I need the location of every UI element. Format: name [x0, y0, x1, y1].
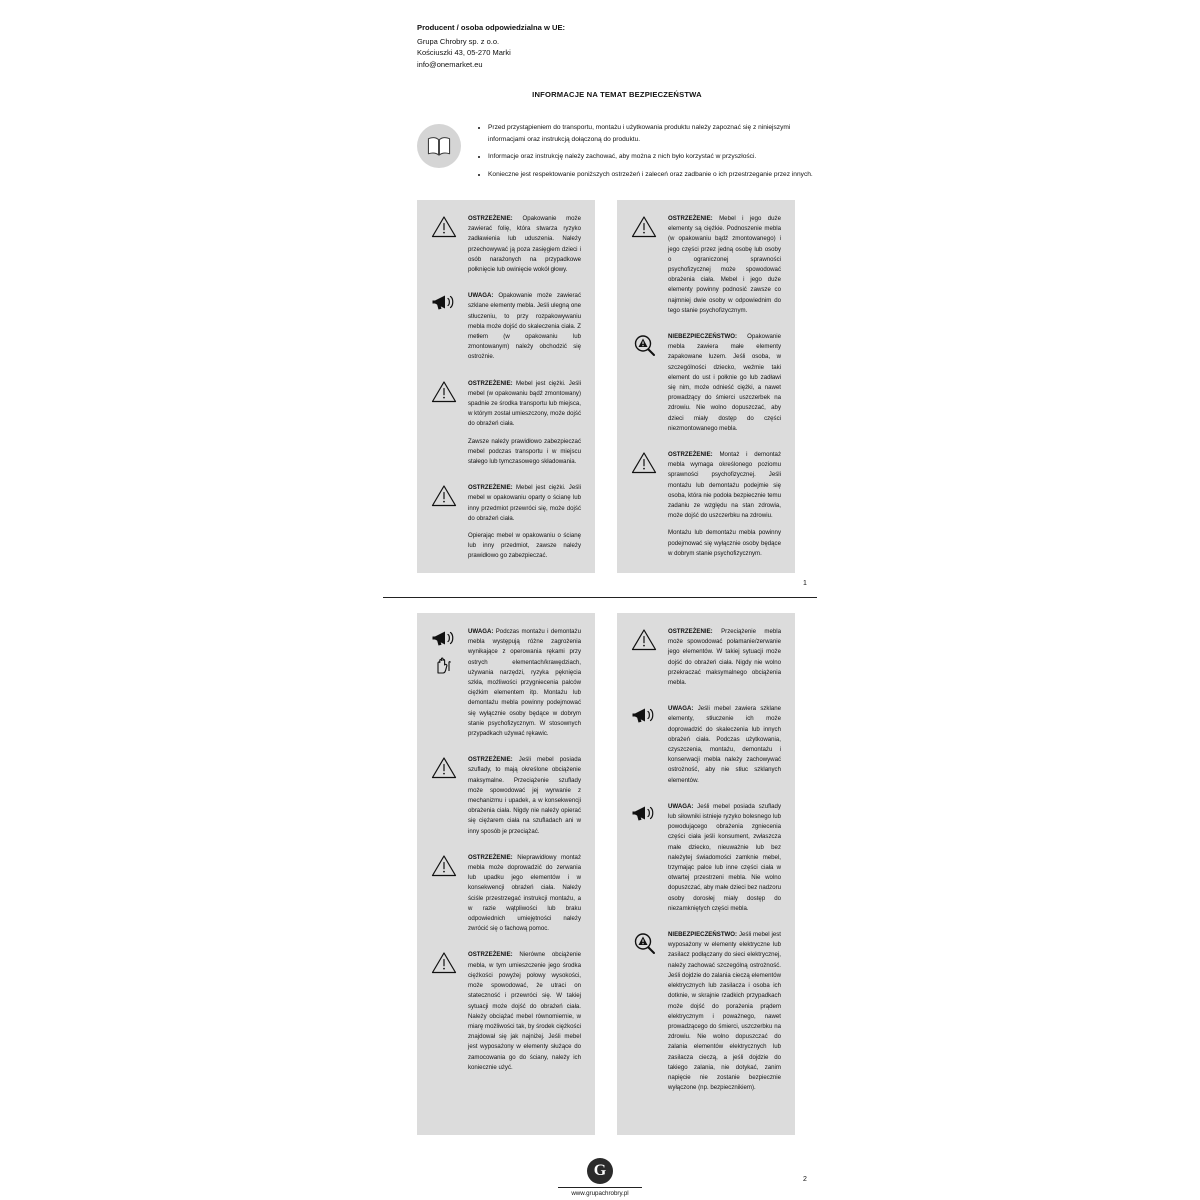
- warning-item: [629, 802, 781, 914]
- warning-triangle-icon: [429, 853, 459, 877]
- warning-text: [468, 853, 581, 935]
- megaphone-icon: [431, 628, 457, 648]
- warning-paragraph: Jeśli mebel posiada szuflady, to mają określone obciążenie maksymalne. Przeciążenie szuflady może spowodować jej wyrwanie z mechanizmu i upadek, a w konsekwencji obrażenia ciała. Nigdy nie należy opierać się ciężarem ciała na szufladach ani w inny sposób je przeciążać.: [468, 756, 581, 835]
- warning-text: [468, 950, 581, 1072]
- megaphone-icon: [429, 291, 459, 312]
- warning-paragraph: Opakowanie może zawierać folię, która stwarza ryzyko zadławienia lub uduszenia. Należy przechowywać ją poza zasięgiem dzieci i osób narażonych na przypadkowe połknięcie lub owinięcie wokół głowy.: [468, 215, 581, 274]
- warning-label: OSTRZEŻENIE:: [668, 628, 713, 635]
- warning-label: OSTRZEŻENIE:: [668, 451, 713, 459]
- manufacturer-title: Producent / osoba odpowiedzialna w UE:: [417, 23, 566, 32]
- warning-text: [668, 450, 781, 559]
- warning-paragraph: Opakowanie może zawierać szklane elementy mebla. Jeśli ulegną one stłuczeniu, to przy rozpakowywaniu mebla może dojść do skaleczenia ciała. Z metłem (w opakowaniu lub zmontowanym) należy obchodzić się ostrożnie.: [468, 292, 581, 361]
- warning-paragraph: Jeśli mebel zawiera szklane elementy, stłuczenie ich może doprowadzić do skaleczenia lub innych obrażeń ciała. Podczas użytkowania, czyszczenia, montażu, demontażu i konserwacji mebla należy zachowywać ostrożność, aby nie stłuc szklanych elementów.: [668, 705, 781, 784]
- warning-label: NIEBEZPIECZEŃSTWO:: [668, 931, 738, 939]
- warning-text: [468, 291, 581, 362]
- manufacturer-company: Grupa Chrobry sp. z o.o.: [417, 36, 500, 46]
- warning-text: [668, 627, 781, 688]
- warning-item: [429, 950, 581, 1072]
- warning-paragraph: Montażu lub demontażu mebla powinny podejmować się wyłącznie osoby będące w dobrym stanie psychofizycznym.: [668, 529, 781, 557]
- danger-magnifier-icon: [629, 930, 659, 955]
- warning-text: [468, 755, 581, 837]
- warning-triangle-icon: [429, 755, 459, 779]
- warning-paragraph: Mebel i jego duże elementy są ciężkie. Podnoszenie mebla (w opakowaniu bądź zmontowanego) i jego części przez jedną osobę lub osoby o ograniczonej sprawności psychofizycznej może spowodować obrażenia ciała. Mebel i jego duże elementy powinny podnosić zawsze co najmniej dwie osoby w odpowiednim do tego stanie psychofizycznym.: [668, 215, 781, 314]
- warning-triangle-icon: [429, 214, 459, 238]
- warning-column-4: [617, 613, 795, 1135]
- warning-paragraph: Mebel jest ciężki. Jeśli mebel w opakowaniu oparty o ścianę lub inny przedmiot przewróci się, może dojść do obrażeń ciała.: [468, 484, 581, 522]
- warning-paragraph: Opakowanie mebla zawiera małe elementy zapakowane luzem. Jeśli osoba, w szczególności dziecko, weźmie taki element do ust i połknie go lub zadławi się nim, może odnieść ciężki, a nawet prowadzący do śmierci uszczerbek na zdrowiu. Nie wolno dopuszczać, aby dzieci miały dostęp do części niezmontowanego mebla.: [668, 333, 781, 432]
- warning-item: [629, 627, 781, 688]
- warning-paragraph: Podczas montażu i demontażu mebla występują różne zagrożenia wynikające z operowania rękami przy ostrych elementach/krawędziach, używania narzędzi, ryzyka pęknięcia szkła, możliwości przygniecenia palców ciężkim elementem itp. Montażu lub demontażu mebla powinny podejmować się wyłącznie osoby będące w dobrym stanie psychofizycznym. W stosownych przypadkach używać rękawic.: [468, 628, 581, 738]
- warning-text: [668, 802, 781, 914]
- warning-text: [468, 379, 581, 468]
- warning-triangle-icon: [629, 214, 659, 238]
- warning-label: OSTRZEŻENIE:: [668, 215, 713, 222]
- safety-information-title: INFORMACJE NA TEMAT BEZPIECZEŃSTWA: [532, 90, 702, 99]
- warning-label: UWAGA:: [668, 802, 694, 810]
- warning-column-2: [617, 200, 795, 573]
- warning-triangle-icon: [629, 627, 659, 651]
- warning-triangle-icon: [429, 950, 459, 974]
- warning-text: [468, 627, 581, 739]
- gloves-icon: [431, 653, 457, 675]
- warning-paragraph: Opierając mebel w opakowaniu o ścianę lub inny przedmiot, zawsze należy prawidłowo go zabezpieczać.: [468, 532, 581, 560]
- intro-block: [417, 122, 817, 180]
- warning-item: [629, 450, 781, 559]
- megaphone-icon: [629, 802, 659, 823]
- intro-bullet: • Informacje oraz instrukcję należy zachować, aby można z nich było korzystać w przyszłości.: [488, 151, 817, 163]
- warning-label: UWAGA:: [668, 705, 694, 713]
- footer-logo: [558, 1158, 642, 1197]
- warning-text: [668, 214, 781, 316]
- warning-column-1: [417, 200, 595, 573]
- warning-label: OSTRZEŻENIE:: [468, 853, 513, 861]
- warning-item: [429, 755, 581, 837]
- warning-item: [429, 853, 581, 935]
- warning-item: [429, 379, 581, 468]
- footer-url: www.grupachrobry.pl: [558, 1187, 642, 1197]
- warning-item: [629, 332, 781, 434]
- danger-magnifier-icon: [629, 332, 659, 357]
- warning-text: [668, 704, 781, 786]
- warning-text: [468, 214, 581, 275]
- warning-item: [429, 627, 581, 739]
- warning-paragraph: Nierówne obciążenie mebla, w tym umieszczenie jego środka ciężkości powyżej połowy wysokości, może spowodować, że utraci on stateczność i przewróci się. W takiej sytuacji może dojść do obrażeń ciała. Należy obciążać mebel równomiernie, w miarę możliwości tak, by środek ciężkości znajdował się jak najniżej. Jeśli mebel jest wyposażony w elementy służące do zamocowania go do ściany, należy ich koniecznie użyć.: [468, 951, 581, 1071]
- warning-item: [429, 291, 581, 362]
- warning-label: OSTRZEŻENIE:: [468, 756, 513, 764]
- manufacturer-address: Kościuszki 43, 05-270 Marki: [417, 48, 511, 58]
- warning-item: [429, 483, 581, 561]
- warning-item: [629, 214, 781, 316]
- warning-item: [429, 214, 581, 275]
- warning-paragraph: Przeciążenie mebla może spowodować połamanie/zerwanie jego elementów. W takiej sytuacji może dojść do obrażeń ciała. Nigdy nie wolno przekraczać maksymalnego obciążenia mebla.: [668, 628, 781, 687]
- warning-paragraph: Montaż i demontaż mebla wymaga określonego poziomu sprawności psychofizycznej. Jeśli montażu lub demontażu podejmie się osoba, która nie podoła bezpiecznie temu zadaniu ze względu na stan zdrowia, może dojść do uszczerbku na zdrowiu.: [668, 451, 781, 520]
- warning-label: OSTRZEŻENIE:: [468, 379, 513, 387]
- warning-label: OSTRZEŻENIE:: [468, 215, 513, 222]
- warning-paragraph: Mebel jest ciężki. Jeśli mebel (w opakowaniu bądź zmontowany) spadnie ze środka transportu lub miejsca, w którym został umieszczony, może dojść do obrażeń ciała.: [468, 379, 581, 428]
- manufacturer-block: [417, 22, 837, 70]
- warning-triangle-icon: [629, 450, 659, 474]
- page-divider: [383, 597, 817, 598]
- warning-paragraph: Jeśli mebel posiada szuflady lub siłowniki istnieje ryzyko bolesnego lub powodującego obrażenia zgniecenia części ciała jeśli konsument, zwłaszcza małe dziecko, nieuważnie lub bez należytej świadomości zamknie mebel, trzymając palce lub inne części ciała w otwartej przestrzeni mebla. Nie wolno dopuszczać, aby małe dzieci bez nadzoru osoby dorosłej miały dostęp do niezamkniętych części mebla.: [668, 802, 781, 912]
- warning-label: UWAGA:: [468, 628, 494, 635]
- megaphone-gloves-icon-group: [429, 627, 459, 675]
- warning-paragraph: Zawsze należy prawidłowo zabezpieczać mebel podczas transportu i w miejscu stałego lub tymczasowego składowania.: [468, 437, 581, 466]
- warning-text: [468, 483, 581, 561]
- page-number-2: 2: [803, 1176, 807, 1183]
- intro-bullet-list: [475, 122, 817, 180]
- manufacturer-email: info@onemarket.eu: [417, 59, 483, 69]
- warning-item: [629, 930, 781, 1093]
- warning-text: [668, 332, 781, 434]
- warning-label: NIEBEZPIECZEŃSTWO:: [668, 333, 738, 341]
- open-book-icon: [417, 124, 461, 168]
- warning-text: [668, 930, 781, 1093]
- warning-triangle-icon: [429, 483, 459, 507]
- warning-triangle-icon: [429, 379, 459, 403]
- page-number-1: 1: [803, 580, 807, 587]
- warning-item: [629, 704, 781, 786]
- warning-paragraph: Jeśli mebel jest wyposażony w elementy elektryczne lub zasilacz podłączany do sieci elektrycznej, należy zachować szczególną ostrożność. Jeśli dojdzie do zalania cieczą elementów elektrycznych lub zasilacza i osoba ich dotknie, w skrajnie rzadkich przypadkach może dojść do porażenia prądem elektrycznym i poważnego, nawet prowadzącego do śmierci, uszczerbku na zdrowiu. Nie wolno dopuszczać do zalania elementów elektrycznych lub zasilacza cieczą, a jeśli dojdzie do takiego zalania, nie dotykać, zanim napięcie nie zostanie bezpiecznie wyłączone (np. bezpiecznikiem).: [668, 931, 781, 1092]
- warning-label: UWAGA:: [468, 292, 494, 300]
- megaphone-icon: [629, 704, 659, 725]
- intro-bullet: • Przed przystąpieniem do transportu, montażu i użytkowania produktu należy zapoznać się z niniejszymi informacjami oraz instrukcją dołączoną do produktu.: [488, 122, 817, 145]
- grupa-chrobry-logo-icon: G: [587, 1158, 613, 1184]
- intro-bullet: • Konieczne jest respektowanie poniższych ostrzeżeń i zaleceń oraz zadbanie o ich przestrzeganie przez innych.: [488, 169, 817, 181]
- warning-label: OSTRZEŻENIE:: [468, 951, 513, 959]
- warning-paragraph: Nieprawidłowy montaż mebla może doprowadzić do zerwania lub upadku jego elementów i w konsekwencji obrażeń ciała. Należy ściśle przestrzegać instrukcji montażu, a w razie wątpliwości lub braku odpowiednich umiejętności należy zwrócić się o fachową pomoc.: [468, 853, 581, 933]
- warning-column-3: [417, 613, 595, 1135]
- warning-label: OSTRZEŻENIE:: [468, 484, 513, 492]
